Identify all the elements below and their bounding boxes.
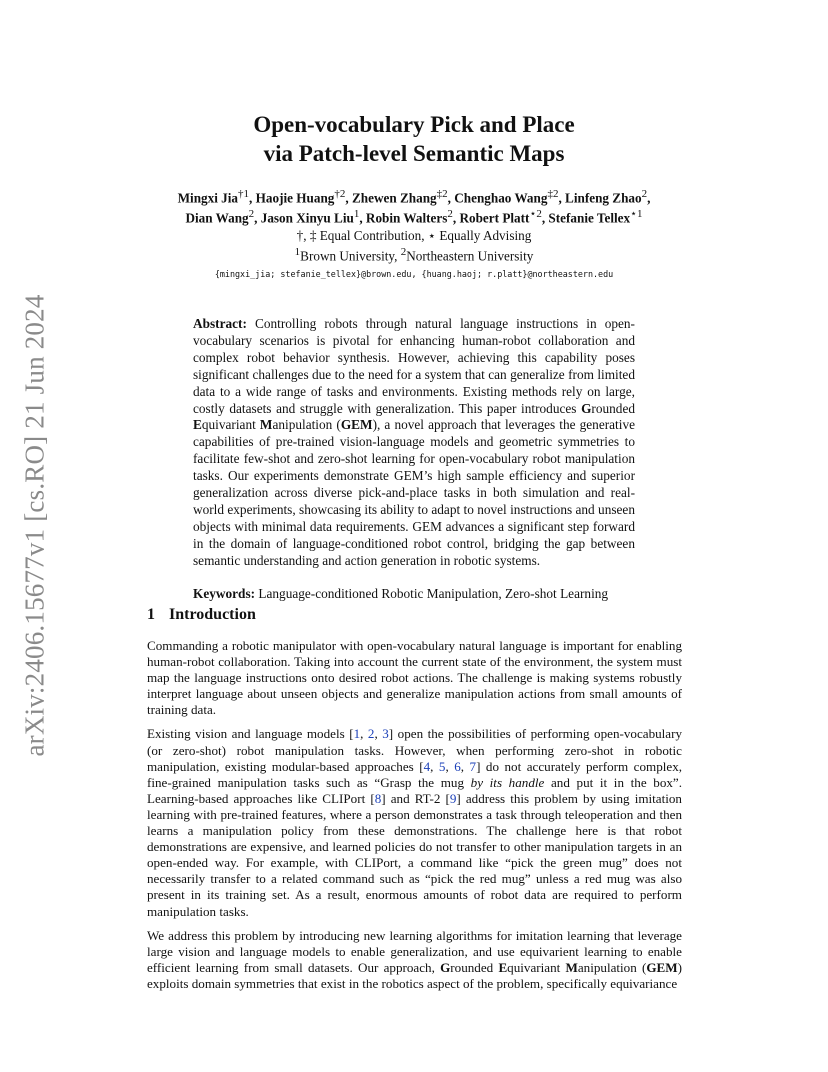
- emphasis: by its handle: [470, 774, 545, 790]
- citation-link[interactable]: 6: [454, 758, 461, 774]
- author-name: Zhewen Zhang: [351, 190, 437, 206]
- citation-link[interactable]: 4: [423, 758, 431, 774]
- author-sup: 2: [447, 208, 453, 221]
- author-name: Stefanie Tellex: [548, 210, 631, 226]
- citation-link[interactable]: 5: [438, 758, 446, 774]
- title-line-1: Open-vocabulary Pick and Place: [253, 112, 575, 137]
- arxiv-sidebar: [18, 290, 52, 760]
- citation-link[interactable]: 3: [382, 726, 389, 742]
- keywords-label: Keywords:: [193, 585, 256, 601]
- author-name: Mingxi Jia: [177, 190, 239, 206]
- gem-acronym: GEM: [646, 959, 678, 975]
- paragraph-2: Existing vision and language models [1, 2, 3] open the possibilities of performing open-vocabulary (or zero-shot) robot manipulation tasks. However, when performing zero-shot in robotic manipulation, existing modular-based approaches [4, 5, 6, 7] do not accurately perform complex, fine-grained manipulation tasks such as “Grasp the mug by its handle and put it in the box”. Learning-based approaches like CLIPort [8] and RT-2 [9] address this problem by using imitation learning with pre-trained features, where a person demonstrates a task through teleoperation and then learns a manipulation policy from these demonstrations. The challenge here is that robot demonstrations are expensive, and learned policies do not transfer to other manipulation targets in an open-ended way. For example, with CLIPort, a command like “pick the green mug” does not necessarily transfer to a related command such as “pick the red mug” unless a red mug was also present in its training set. As a result, enormous amounts of robot data are required to perform manipulation tasks.: [147, 726, 683, 919]
- abstract-body: Abstract: Controlling robots through natural language instructions in open-vocabulary scenarios is pivotal for enhancing human-robot collaboration and complex robot behavior synthesis. However, achieving this capability poses significant challenges due to the need for a system that can generalize from limited data to a wide range of tasks and environments. Existing methods rely on large, costly datasets and struggle with generalization. This paper introduces Grounded Equivariant Manipulation (GEM), a novel approach that leverages the generative capabilities of pre-trained vision-language models and geometric symmetries to facilitate few-shot and zero-shot learning for open-vocabulary robot manipulation tasks. Our experiments demonstrate GEM’s high sample efficiency and superior generalization across diverse pick-and-place tasks in both simulation and real-world experiments, showcasing its ability to adapt to novel instructions and unseen objects with minimal data requirements. GEM advances a significant step forward in the domain of language-conditioned robot control, bridging the gap between semantic understanding and action generation in robotic systems.: [193, 316, 635, 568]
- section-title: Introduction: [169, 606, 256, 623]
- section-number: 1: [147, 606, 155, 623]
- affiliations: [0, 244, 828, 264]
- gem-acronym: GEM: [340, 417, 373, 433]
- abstract: [193, 316, 635, 603]
- author-block: [0, 186, 828, 282]
- arxiv-stamp: arXiv:2406.15677v1 [cs.RO] 21 Jun 2024: [19, 293, 50, 757]
- author-sup: ⋆1: [630, 208, 643, 221]
- paragraph-3: We address this problem by introducing new learning algorithms for imitation learning that leverage large vision and language models to enable generalization, and use equivarient learning to enable efficient learning from small datasets. Our approach, Grounded Equivariant Manipulation (GEM) exploits domain symmetries that exist in the robotics aspect of the problem, specifically equivariance: [147, 927, 683, 991]
- author-name: Robin Walters: [365, 210, 448, 226]
- citation-link[interactable]: 9: [449, 790, 457, 806]
- contribution-note: †, ‡ Equal Contribution, ⋆ Equally Advising: [296, 227, 532, 243]
- author-name: Linfeng Zhao: [565, 190, 642, 206]
- author-name: Robert Platt: [459, 210, 530, 226]
- abstract-label: Abstract:: [193, 316, 247, 331]
- affiliation-1: Brown University,: [300, 248, 401, 264]
- author-name: Dian Wang: [185, 210, 249, 226]
- author-row-1: Mingxi Jia$^{\dagger 1}$, Haojie Huang$^{\dagger 2}$, Zhewen Zhang$^{\ddagger 2}$, Chenghao Wang$^{\ddagger 2}$, Linfeng Zhao$^2$,: [177, 188, 651, 206]
- section-heading: [147, 606, 256, 624]
- author-name: Haojie Huang: [255, 190, 335, 206]
- citation-link[interactable]: 7: [469, 758, 477, 774]
- citation-link[interactable]: 1: [353, 726, 361, 742]
- paragraph-1: Commanding a robotic manipulator with open-vocabulary natural language is important for enabling human-robot collaboration. Taking into account the current state of the environment, the system must map the language instructions onto desired robot actions. The challenge is making systems robustly interpret language about unseen objects and generalize manipulation actions from small amounts of training data.: [147, 638, 682, 718]
- author-sup: ⋆2: [529, 208, 542, 221]
- citation-link[interactable]: 8: [374, 790, 382, 806]
- affiliation-sup: 1: [294, 245, 301, 258]
- author-sup: †1: [238, 188, 250, 200]
- author-sup: 2: [248, 208, 255, 221]
- body-text: [147, 638, 682, 1000]
- author-sup: ‡2: [547, 188, 559, 200]
- author-sup: 2: [641, 188, 648, 200]
- author-sup: †2: [334, 188, 346, 200]
- affiliation-sup: 2: [400, 245, 407, 258]
- affiliation-2: Northeastern University: [406, 248, 534, 264]
- author-emails: {mingxi_jia; stefanie_tellex}@brown.edu, {huang.haoj; r.platt}@northeastern.edu: [214, 269, 614, 280]
- author-name: Jason Xinyu Liu: [260, 210, 354, 226]
- author-sup: 1: [353, 208, 360, 221]
- author-row-2: Dian Wang$^2$, Jason Xinyu Liu$^1$, Robin Walters$^2$, Robert Platt$^{⋆2}$, Stefanie Tellex$^{⋆1}$: [185, 208, 643, 226]
- author-name: Chenghao Wang: [454, 190, 548, 206]
- author-sup: ‡2: [436, 188, 448, 200]
- keywords: [193, 586, 635, 603]
- title-line-2: via Patch-level Semantic Maps: [263, 141, 565, 166]
- citation-link[interactable]: 2: [367, 726, 375, 742]
- keywords-text: Language-conditioned Robotic Manipulation, Zero-shot Learning: [255, 585, 609, 601]
- paper-title: [0, 110, 828, 168]
